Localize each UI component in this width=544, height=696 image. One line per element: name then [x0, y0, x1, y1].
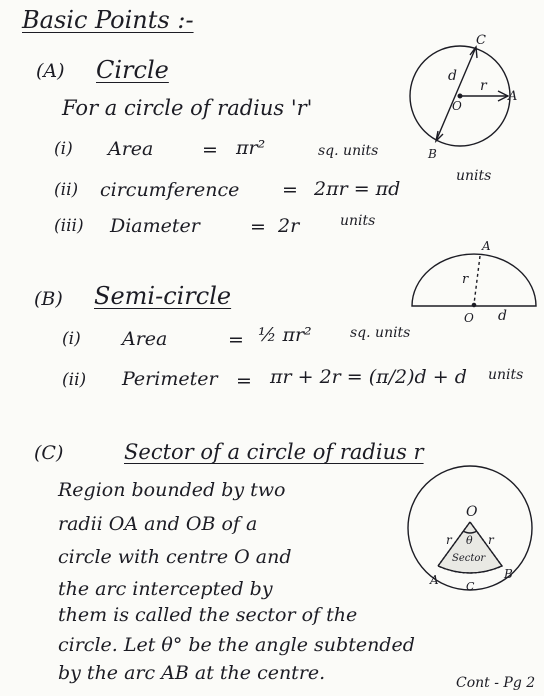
sector-description-line: them is called the sector of the	[58, 604, 358, 626]
semicircle-diagram	[412, 254, 536, 307]
circle-circumference-number: (ii)	[54, 180, 79, 200]
semicircle-label-o: O	[464, 311, 474, 325]
section-c-marker: (C)	[34, 442, 64, 464]
sector-description-line: circle. Let θ° be the angle subtended	[58, 634, 415, 656]
sector-label-theta: θ	[466, 534, 473, 547]
sector-diagram	[408, 466, 532, 590]
section-b-marker: (B)	[34, 288, 63, 310]
circle-area-unit: sq. units	[318, 143, 379, 159]
sector-description-line: circle with centre O and	[58, 546, 292, 568]
circle-diameter-unit: units	[340, 213, 376, 229]
semicircle-label-d: d	[498, 308, 507, 324]
semicircle-label-a: A	[482, 239, 491, 253]
sector-label-a: A	[430, 573, 439, 587]
sector-label-r-right: r	[488, 533, 494, 547]
page-heading: Basic Points :-	[22, 6, 194, 34]
semicircle-area-formula: ½ πr²	[258, 324, 312, 346]
sector-label-r-left: r	[446, 533, 452, 547]
circle-diameter-label: Diameter	[110, 215, 200, 237]
semicircle-area-number: (i)	[62, 329, 81, 349]
circle-circumference-formula: 2πr = πd	[314, 178, 401, 200]
continuation-note: Cont - Pg 2	[456, 675, 536, 691]
circle-label-d: d	[448, 68, 457, 84]
sector-label-b: B	[504, 567, 513, 581]
section-c-title: Sector of a circle of radius r	[124, 440, 424, 464]
circle-label-b: B	[428, 147, 437, 161]
circle-intro: For a circle of radius 'r'	[62, 96, 313, 120]
semicircle-area-equals: =	[228, 329, 244, 351]
sector-label-o: O	[466, 504, 478, 520]
circle-circumference-unit: units	[456, 168, 492, 184]
circle-diagram	[410, 46, 510, 146]
section-a-title: Circle	[96, 56, 169, 84]
circle-area-equals: =	[202, 139, 218, 161]
semicircle-area-label: Area	[122, 328, 168, 350]
circle-label-o: O	[452, 99, 462, 113]
sector-description-line: Region bounded by two	[58, 479, 286, 501]
circle-area-formula: πr²	[236, 137, 266, 159]
semicircle-perimeter-label: Perimeter	[122, 368, 218, 390]
sector-description-line: radii OA and OB of a	[58, 513, 258, 535]
sector-description-line: by the arc AB at the centre.	[58, 662, 326, 684]
semicircle-perimeter-number: (ii)	[62, 370, 87, 390]
section-b-title: Semi-circle	[94, 282, 232, 310]
circle-diameter-number: (iii)	[54, 216, 84, 236]
sector-label-text: Sector	[452, 553, 486, 564]
sector-description-line: the arc intercepted by	[58, 578, 273, 600]
circle-label-c: C	[476, 33, 486, 48]
semicircle-perimeter-unit: units	[488, 367, 524, 383]
semicircle-perimeter-equals: =	[236, 370, 252, 392]
circle-label-r: r	[480, 78, 487, 94]
circle-circumference-label: circumference	[100, 179, 240, 201]
semicircle-area-unit: sq. units	[350, 325, 411, 341]
circle-circumference-equals: =	[282, 179, 298, 201]
circle-diameter-formula: 2r	[278, 215, 300, 237]
semicircle-perimeter-formula: πr + 2r = (π/2)d + d	[270, 366, 467, 388]
semicircle-label-r: r	[462, 272, 469, 287]
section-a-marker: (A)	[36, 60, 65, 82]
circle-area-label: Area	[108, 138, 154, 160]
circle-label-a: A	[508, 89, 518, 104]
circle-diameter-equals: =	[250, 216, 266, 238]
sector-label-c: C	[466, 580, 475, 593]
circle-area-number: (i)	[54, 139, 73, 159]
